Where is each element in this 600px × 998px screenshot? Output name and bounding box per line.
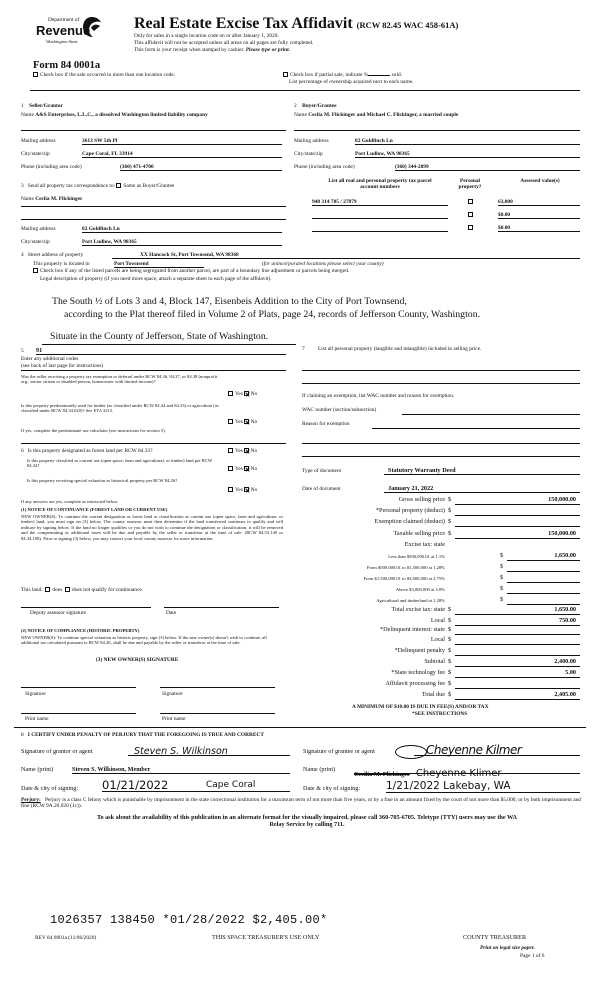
correspondence-city-label: City/state/zip	[21, 239, 50, 245]
seller-mailing[interactable]: 3613 SW 5th Pl	[82, 138, 282, 145]
fee-label: Less than $500,000.01 at 1.1%	[388, 554, 445, 559]
fee-dollar: $	[448, 626, 452, 633]
seller-name: A&S Enterprises, L.L.C., a dissolved Washington limited liability company	[35, 112, 208, 118]
doc-date[interactable]: January 21, 2022	[384, 485, 580, 493]
q-current-use: Is this property classified as current use (open space, farm and agricultural, or timber) land per RCW 84.34?	[27, 458, 213, 469]
fee-dollar: $	[448, 658, 452, 665]
fee-value[interactable]: 1,650.00	[554, 552, 576, 559]
seller-heading: 1 Seller/Grantor	[21, 103, 63, 109]
grantor-city: Cape Coral	[206, 780, 256, 790]
treasurer-stamp: 1026357 138450 *01/28/2022 $2,405.00*	[50, 913, 328, 927]
grantee-name-field[interactable]	[354, 763, 580, 779]
fee-label: From $1,500,000.01 to $3,000,000 at 2.75%	[363, 576, 445, 581]
fee-label: Subtotal	[424, 658, 445, 665]
grantee-date-label: Date & city of signing:	[303, 785, 361, 792]
land-qualify[interactable]: This land: does does not qualify for continuance.	[21, 587, 144, 593]
deputy-date-label: Date	[166, 610, 177, 616]
fee-row	[300, 669, 580, 677]
seller-city-label: City/state/zip	[21, 151, 50, 157]
fee-row	[300, 585, 580, 593]
legal-line-1: The South ½ of Lots 3 and 4, Block 147, Eisenbeis Addition to the City of Port Townsend,	[52, 296, 407, 307]
revenue-logo	[36, 14, 104, 54]
parcel-value-3[interactable]: $0.00	[498, 225, 580, 232]
fee-row	[300, 647, 580, 655]
fee-row	[300, 518, 580, 526]
correspondence-name: Ceclia M. Flickinger	[35, 196, 83, 202]
logo-name: Revenue	[36, 23, 91, 38]
doc-type[interactable]: Statutory Warranty Deed	[384, 467, 580, 475]
grantor-date: 01/21/2022	[102, 778, 169, 792]
grantor-name-label: Name (print)	[21, 766, 54, 773]
buyer-city[interactable]: Port Ludlow, WA 98365	[355, 151, 580, 158]
doc-date-label: Date of document	[302, 486, 341, 492]
fee-dollar: $	[448, 518, 452, 525]
q-historic: Is this property receiving special valuation as historical property per RCW 84.26?	[27, 478, 178, 483]
new-owner-signature-2[interactable]: Signature	[162, 691, 183, 697]
new-owner-print-2[interactable]: Print name	[162, 716, 186, 722]
street-label: 4 Street address of property	[21, 252, 84, 258]
fee-value[interactable]: 150,000.00	[548, 496, 576, 503]
fee-row	[300, 541, 580, 549]
minimum-fee-note: A MINIMUM OF $10.00 IS DUE IN FEE(S) AND/OR TAX	[352, 704, 489, 710]
fee-label: Exemption claimed (deduct)	[374, 518, 445, 525]
parcel-personal-check-3[interactable]	[468, 225, 473, 230]
form-number: Form 84 0001a	[33, 60, 101, 71]
instructions-note: If any answers are yes, complete as instructed below.	[21, 499, 119, 504]
fee-dollar: $	[448, 617, 452, 624]
note-2: This affidavit will not be accepted unless all areas on all pages are fully completed.	[134, 40, 314, 46]
fee-row	[300, 530, 580, 538]
seller-phone-label: Phone (including area code)	[21, 164, 82, 170]
correspondence-label: 3 Send all property tax correspondence to: Same as Buyer/Grantee	[21, 183, 175, 189]
fee-label: Total due	[421, 691, 445, 698]
fee-label: From $500,000.01 to $1,500,000 at 1.28%	[366, 565, 445, 570]
alternate-format-note: To ask about the availability of this publication in an alternate format for the visually impaired, please call 360-705-6705. Teletype (TTY) users may use the WA Relay Service by calling 711.	[96, 814, 517, 829]
seller-mailing-label: Mailing address	[21, 138, 56, 144]
deputy-signature-label: Deputy assessor signature	[30, 610, 86, 616]
fee-row	[300, 507, 580, 515]
buyer-mailing[interactable]: 82 Goldfinch Ln	[355, 138, 580, 145]
certify-statement: 8 I CERTIFY UNDER PENALTY OF PERJURY THAT THE FOREGOING IS TRUE AND CORRECT	[21, 732, 264, 738]
fee-label: *Delinquent interest: state	[380, 626, 445, 633]
located-label: This property is located in	[33, 261, 90, 267]
q-historic-answer[interactable]: Yes No	[228, 487, 257, 493]
fee-dollar: $	[448, 606, 452, 613]
q-exemption-answer[interactable]: Yes No	[228, 391, 257, 397]
fee-label: *State technology fee	[391, 669, 445, 676]
fee-label: *Personal property (deduct)	[375, 507, 445, 514]
fee-label: *Delinquent penalty	[394, 647, 445, 654]
fee-row	[300, 596, 580, 604]
multi-location-check[interactable]: Check box if the sale occurred in more than one location code.	[33, 72, 175, 78]
fee-row	[300, 658, 580, 666]
grantor-signature-label: Signature of grantor or agent	[21, 748, 93, 755]
fee-row	[300, 691, 580, 699]
buyer-heading: 2 Buyer/Grantee	[294, 103, 337, 109]
additional-codes-label: Enter any additional codes	[21, 356, 79, 362]
seller-city[interactable]: Cape Coral, FL 33914	[82, 151, 282, 158]
grantee-signature[interactable]: Cheyenne Kilmer	[414, 741, 580, 756]
fee-value[interactable]: 750.00	[558, 617, 576, 624]
seller-phone[interactable]: (360) 471-4700	[120, 164, 282, 171]
fee-dollar: $	[448, 669, 452, 676]
parcel-col-accounts: List all real and personal property tax parcel account numbers	[328, 178, 432, 191]
property-located[interactable]: Port Townsend	[114, 261, 204, 268]
buyer-phone-label: Phone (including area code)	[294, 164, 355, 170]
fee-row	[300, 680, 580, 688]
fee-row	[300, 636, 580, 644]
fee-row	[300, 617, 580, 625]
buyer-phone[interactable]: (360) 344-2899	[395, 164, 580, 171]
wac-note: If claiming an exemption, list WAC number and reason for exemption.	[302, 393, 455, 399]
doc-type-label: Type of document	[302, 468, 342, 474]
fee-row	[300, 606, 580, 614]
new-owner-print-1[interactable]: Print name	[25, 716, 49, 722]
legal-label: Legal description of property (if you need more space, attach a separate sheet to each page of the affidavit).	[40, 276, 272, 282]
fee-label: Affidavit processing fee	[385, 680, 445, 687]
fee-dollar: $	[448, 691, 452, 698]
parcel-personal-check-2[interactable]	[468, 212, 473, 217]
fee-label: Taxable selling price	[393, 530, 445, 537]
fee-dollar: $	[500, 563, 504, 570]
section7-num: 7	[302, 346, 305, 352]
county-treasurer-label: COUNTY TREASURER	[463, 934, 527, 941]
logo-dept: Department of	[48, 17, 80, 23]
fee-value[interactable]: 2,405.00	[554, 691, 576, 698]
seller-name-field[interactable]: Name A&S Enterprises, L.L.C., a dissolved Washington limited liability company	[21, 112, 208, 118]
notice-historic-body: NEW OWNER(S): To continue special valuation as historic property, sign (3) below. If the new owner(s) doesn't wish to continue, all additional tax calculated pursuant to RCW 84.26, shall be due and payable by the seller or transferor at the time of sale.	[21, 635, 267, 646]
buyer-city-label: City/state/zip	[294, 151, 323, 157]
fee-label: Local	[430, 617, 445, 624]
buyer-name: Ceclia M. Flickinger and Michael C. Flickinger, a married couple	[308, 112, 459, 118]
section5-num: 5	[21, 348, 24, 354]
page-number: Page 1 of 6	[520, 953, 545, 959]
segregated-check[interactable]: Check box if any of the listed parcels are being segregated from another parcel, are part of a boundary line adjustment or parcels being merged.	[33, 268, 349, 274]
personal-property-label: List all personal property (tangible and intangible) included in selling price.	[318, 346, 482, 352]
q-timber-answer[interactable]: Yes No	[228, 419, 257, 425]
correspondence-name-field[interactable]: Name Ceclia M. Flickinger	[21, 196, 83, 202]
fee-dollar: $	[500, 552, 504, 559]
fee-dollar: $	[500, 585, 504, 592]
property-street[interactable]: XX Hancock St, Port Townsend, WA 98368	[112, 252, 580, 259]
fee-row	[300, 552, 580, 560]
parcel-col-assessed: Assessed value(s)	[520, 178, 560, 184]
additional-codes-note: (see back of last page for instructions)	[21, 363, 104, 369]
reason-label: Reason for exemption	[302, 421, 350, 427]
grantee-name-label: Name (print)	[303, 766, 336, 773]
fee-value[interactable]: 1,650.00	[554, 606, 576, 613]
partial-sale-note: List percentage of ownership acquired next to each name.	[289, 79, 414, 85]
grantee-name: Cheyenne Klimer	[415, 768, 502, 779]
notice-continuance-title: (1) NOTICE OF CONTINUANCE (FOREST LAND OR CURRENT USE)	[21, 507, 168, 512]
see-instructions: *SEE INSTRUCTIONS	[412, 711, 468, 717]
page-title: Real Estate Excise Tax Affidavit (RCW 82.45 WAC 458-61A)	[134, 15, 459, 32]
wac-label: WAC number (section/subsection)	[302, 407, 377, 413]
fee-row	[300, 626, 580, 634]
new-owner-signature-1[interactable]: Signature	[25, 691, 46, 697]
legal-description	[52, 295, 480, 321]
notice-historic-title: (2) NOTICE OF COMPLIANCE (HISTORIC PROPERTY)	[21, 628, 140, 633]
fee-dollar: $	[448, 647, 452, 654]
q-exemption: Was the seller receiving a property tax exemption or deferral under RCW 84.36, 84.37, or 84.38 (nonprofit org., senior citizen or disabled person, homeowner with limited income)?	[21, 374, 218, 385]
fee-label: Local	[430, 636, 445, 643]
correspondence-city[interactable]: Port Ludlow, WA 98365	[82, 239, 282, 246]
fee-label: Gross selling price	[398, 496, 445, 503]
parcel-col-personal: Personal property?	[458, 178, 482, 191]
buyer-mailing-label: Mailing address	[294, 138, 329, 144]
fee-value[interactable]: 2,400.00	[554, 658, 576, 665]
fee-dollar: $	[500, 574, 504, 581]
parcel-account-2[interactable]	[312, 212, 448, 219]
fee-value[interactable]: 150,000.00	[548, 530, 576, 537]
fee-dollar: $	[448, 507, 452, 514]
statute: (RCW 82.45 WAC 458-61A)	[356, 20, 459, 30]
revision-label: REV 84 0001a (11/06/2020)	[35, 935, 97, 941]
fee-label: Excise tax: state	[404, 541, 445, 548]
fee-row	[300, 563, 580, 571]
parcel-value-2[interactable]: $0.00	[498, 212, 580, 219]
fee-label: Agricultural and timberland at 1.28%	[376, 598, 445, 603]
legal-line-3: Situate in the County of Jefferson, State of Washington.	[50, 331, 269, 342]
q-timber: Is this property predominately used for timber (as classified under RCW 84.34 and 84.33) or agriculture (as classified under RCW 84.34.020)? See ETA 3215.	[21, 403, 219, 414]
fee-dollar: $	[448, 496, 452, 503]
q-timber-calc: If yes, complete the predominate use calculator (see instructions for section 5).	[21, 428, 166, 433]
legal-paper-note: Print on legal size paper.	[480, 945, 535, 951]
parcel-account-3[interactable]	[312, 225, 448, 232]
same-as-buyer-check[interactable]	[116, 183, 121, 188]
fee-label: Above $3,000,000 at 3.0%	[395, 587, 445, 592]
logo-state: Washington State	[46, 39, 78, 44]
q-forest-answer[interactable]: Yes No	[228, 448, 257, 454]
parcel-account-1[interactable]: 948 314 705 / 27879	[312, 199, 448, 206]
fee-dollar: $	[448, 636, 452, 643]
new-owner-signature-title: (3) NEW OWNER(S) SIGNATURE	[96, 657, 179, 663]
note-3: This form is your receipt when stamped by cashier. Please type or print.	[134, 47, 291, 53]
partial-sale-check[interactable]: Check box if partial sale, indicate % sold.	[283, 72, 402, 78]
grantee-signature-label: Signature of grantee or agent	[303, 748, 375, 755]
fee-row	[300, 496, 580, 504]
fee-dollar: $	[448, 680, 452, 687]
located-note: (for unincorporated locations please select your county)	[262, 261, 384, 267]
parcel-value-1[interactable]: 63,000	[498, 199, 580, 206]
fee-label: Total excise tax: state	[391, 606, 445, 613]
q-forest: 6 Is this property designated as forest land per RCW 84.33?	[21, 448, 153, 454]
grantor-signature[interactable]: Steven S. Wilkinson	[128, 741, 290, 756]
notice-continuance-body: NEW OWNER(S): To continue the current designation as forest land or classification as current use (open space, farm and agriculture, or timber) land, you must sign on (3) below. The county assessor must then determine if the land transferred continues to qualify and will indicate by signing below. If the land no longer qualifies or you do not wish to continue the designation or classification, it will be removed and the compensating or additional taxes will be due and payable by the seller or transferor at the time of sale. (RCW 84.33.140 or 84.34.108). Prior to signing (3) below, you may contact your local county assessor for more information.	[21, 514, 283, 541]
q-current-use-answer[interactable]: Yes No	[228, 466, 257, 472]
fee-value[interactable]: 5.00	[565, 669, 576, 676]
grantor-date-label: Date & city of signing:	[21, 785, 79, 792]
grantor-date-city[interactable]	[102, 778, 290, 792]
location-code[interactable]: 91	[36, 347, 286, 355]
note-1: Only for sales in a single location code on or after January 1, 2020.	[134, 33, 279, 39]
buyer-name-field[interactable]: Name Ceclia M. Flickinger and Michael C. Flickinger, a married couple	[294, 112, 459, 118]
legal-line-2: according to the Plat thereof filed in Volume 2 of Plats, page 24, records of Jefferson County, Washington.	[64, 309, 481, 320]
fee-dollar: $	[500, 596, 504, 603]
perjury-notice: Perjury: Perjury is a class C felony which is punishable by imprisonment in the state correctional institution for a maximum term of not more than five years, or by a fine in an amount fixed by the court of not more than $5,000, or by both imprisonment and fine (RCW 9A.20.020 (1c)).	[21, 797, 581, 810]
grantee-name-struck: Cecilia M. Flickinger	[354, 771, 410, 778]
parcel-personal-check-1[interactable]	[468, 199, 473, 204]
grantor-name[interactable]: Steven S. Wilkinson, Member	[72, 766, 290, 774]
fee-row	[300, 574, 580, 582]
correspondence-mailing[interactable]: 82 Goldfinch Ln	[82, 226, 282, 233]
fee-dollar: $	[448, 530, 452, 537]
correspondence-mailing-label: Mailing address	[21, 226, 56, 232]
grantee-date-city[interactable]: 1/21/2022 Lakebay, WA	[386, 780, 580, 793]
treasurer-use-label: THIS SPACE TREASURER'S USE ONLY	[212, 934, 320, 941]
